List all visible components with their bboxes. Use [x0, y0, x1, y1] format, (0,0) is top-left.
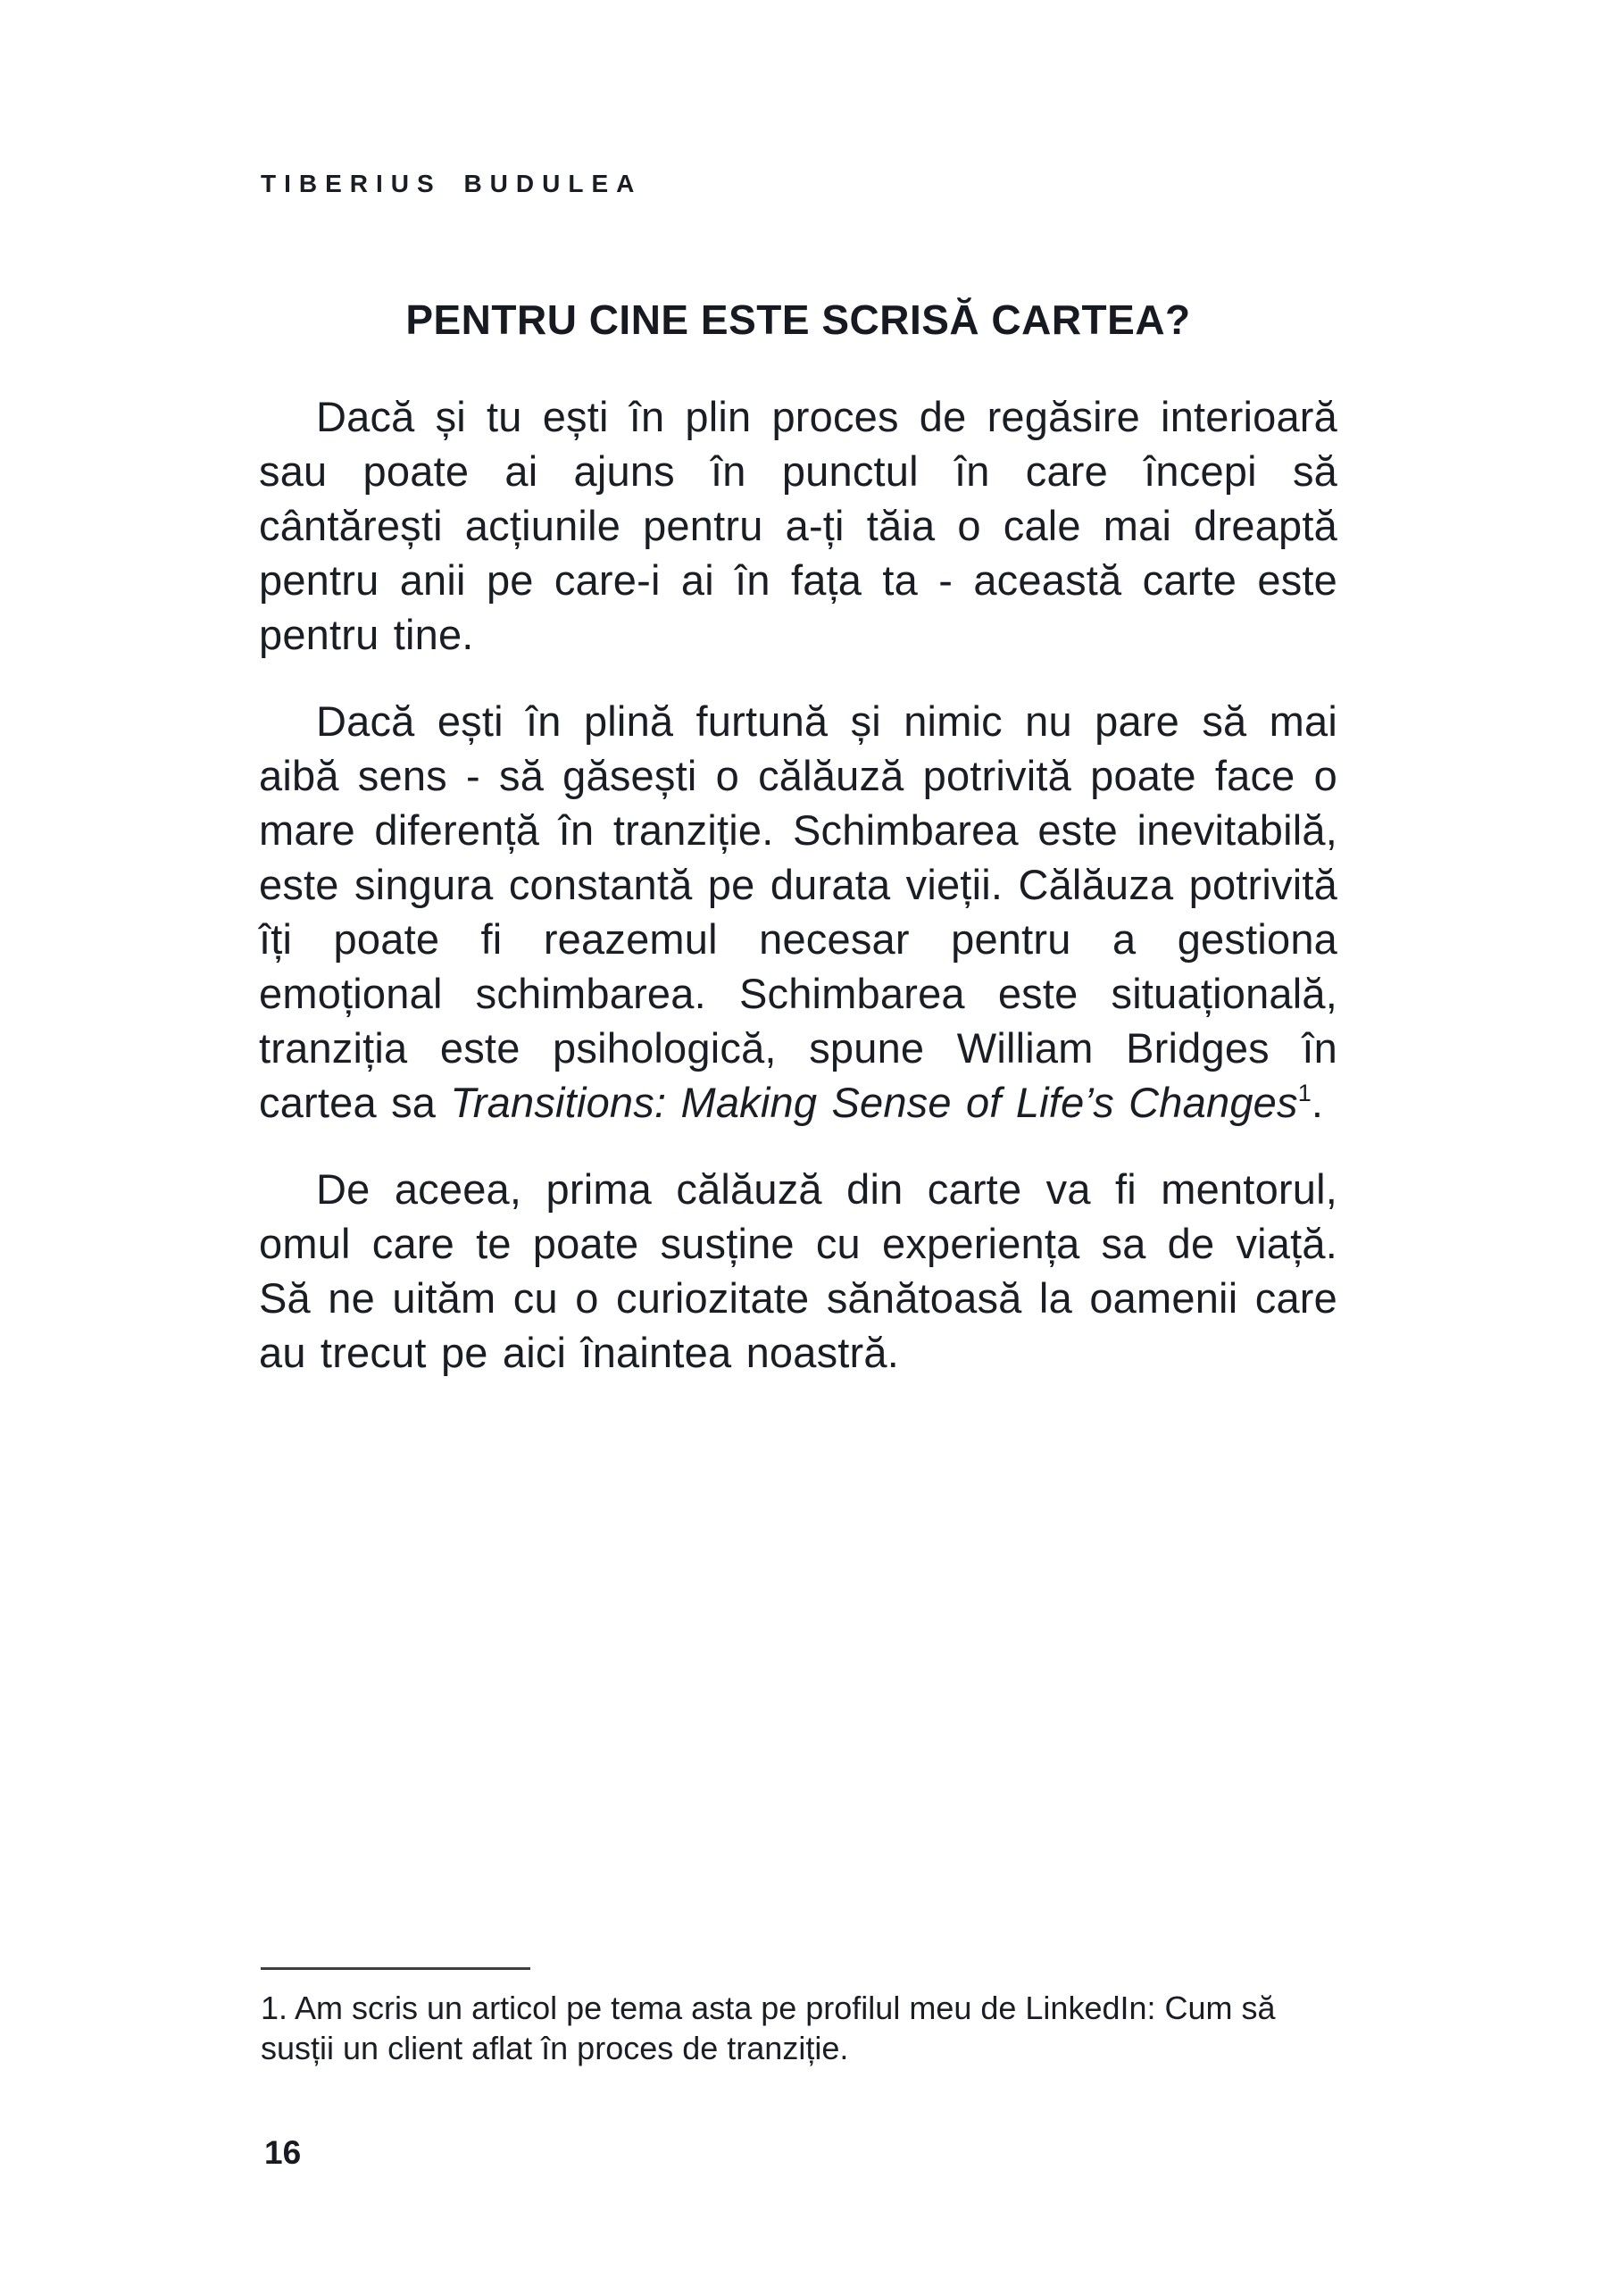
- footnote-text: 1. Am scris un articol pe tema asta pe profilul meu de LinkedIn: Cum să susții un client aflat în proces de tranziție.: [261, 1990, 1276, 2066]
- body-paragraph-2: [259, 694, 1337, 1130]
- footnote-reference-marker: 1: [1297, 1080, 1312, 1106]
- cited-book-title: Transitions: Making Sense of Life’s Changes: [450, 1079, 1298, 1126]
- main-text-column: [259, 295, 1337, 1380]
- footnote-divider-rule: [261, 1967, 530, 1970]
- body-paragraph-1: Dacă și tu ești în plin proces de regăsire interioară sau poate ai ajuns în punctul în care începi să cântărești acțiunile pentru a-ți tăia o cale mai dreaptă pentru anii pe care-i ai în fața ta - această carte este pentru tine.: [259, 393, 1337, 658]
- chapter-title: PENTRU CINE ESTE SCRISĂ CARTEA?: [405, 296, 1191, 343]
- paragraph-2-period: .: [1311, 1079, 1324, 1126]
- body-paragraph-3: De aceea, prima călăuză din carte va fi mentorul, omul care te poate susține cu experiența sa de viață. Să ne uităm cu o curiozitate sănătoasă la oamenii care au trecut pe aici înaintea noastră.: [259, 1165, 1337, 1376]
- running-header-author: TIBERIUS BUDULEA: [261, 170, 643, 197]
- paragraph-2-text: Dacă ești în plină furtună și nimic nu pare să mai aibă sens - să găsești o călăuză potrivită poate face o mare diferență în tranziție. Schimbarea este inevitabilă, este singura constantă pe durata vieții. Călăuza potrivită îți poate fi reazemul necesar pentru a gestiona emoțional schimbarea. Schimbarea este situațională, tranziția este psihologică, spune William Bridges în cartea sa: [259, 697, 1337, 1126]
- page-number: 16: [264, 2134, 302, 2171]
